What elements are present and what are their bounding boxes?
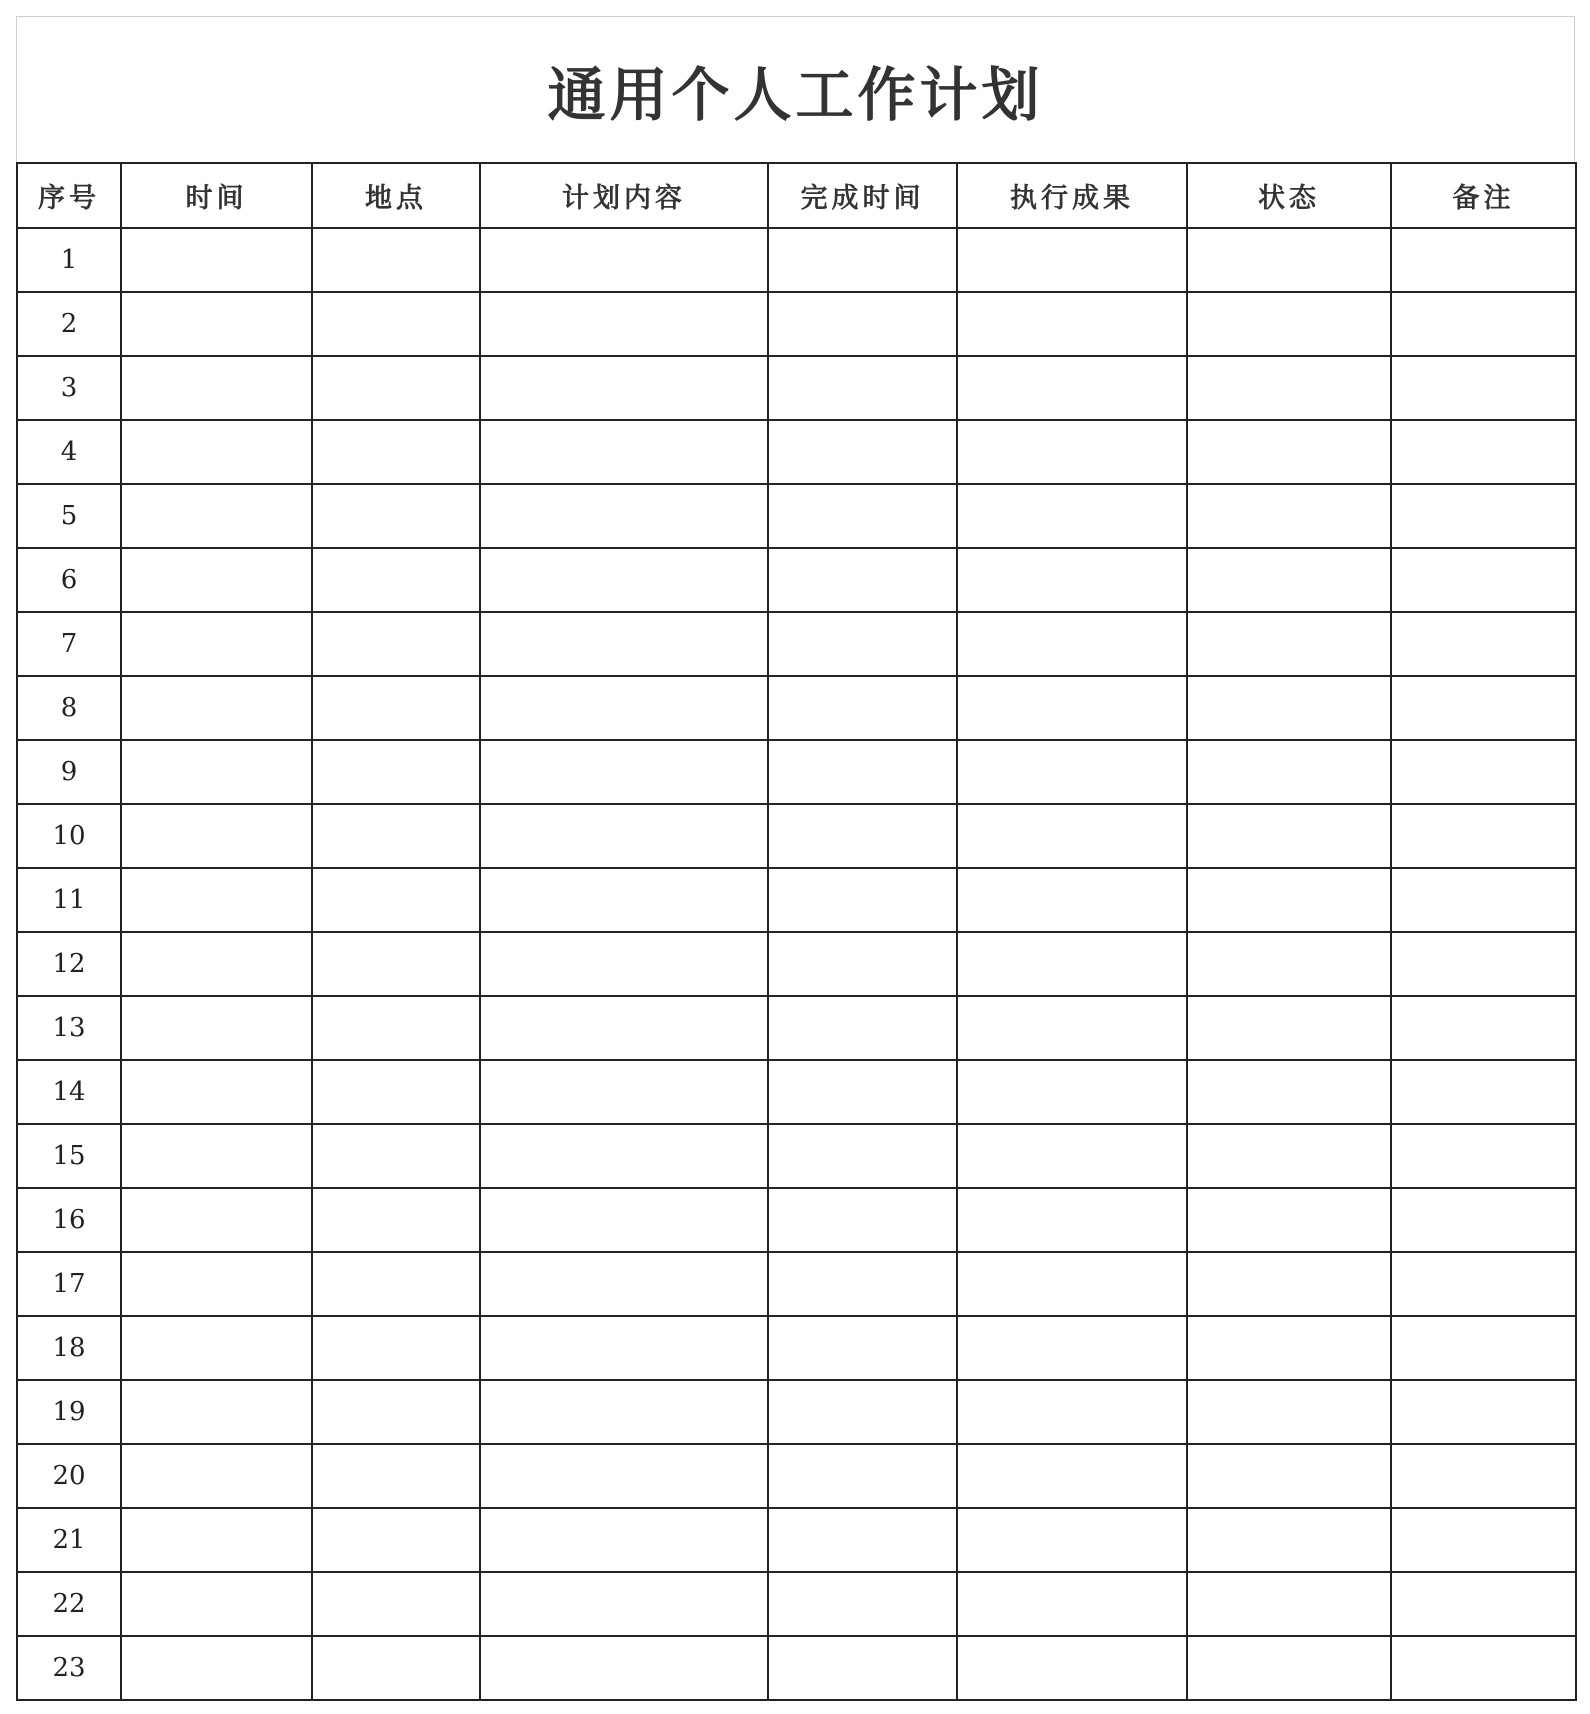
location-cell[interactable] <box>312 420 480 484</box>
seq-cell: 20 <box>17 1444 121 1508</box>
seq-cell: 12 <box>17 932 121 996</box>
status-cell[interactable] <box>1187 804 1391 868</box>
seq-cell: 16 <box>17 1188 121 1252</box>
result-cell[interactable] <box>957 1572 1187 1636</box>
status-cell[interactable] <box>1187 1444 1391 1508</box>
location-cell[interactable] <box>312 996 480 1060</box>
finish-time-cell[interactable] <box>768 804 957 868</box>
col-location-header: 地点 <box>312 163 480 228</box>
time-cell[interactable] <box>121 804 312 868</box>
status-cell[interactable] <box>1187 932 1391 996</box>
table-row <box>17 932 1576 996</box>
result-cell[interactable] <box>957 548 1187 612</box>
seq-cell: 6 <box>17 548 121 612</box>
status-cell[interactable] <box>1187 1060 1391 1124</box>
col-status-header: 状态 <box>1187 163 1391 228</box>
seq-cell: 21 <box>17 1508 121 1572</box>
result-cell[interactable] <box>957 1444 1187 1508</box>
location-cell[interactable] <box>312 612 480 676</box>
remark-cell[interactable] <box>1391 1380 1576 1444</box>
time-cell[interactable] <box>121 1060 312 1124</box>
content-cell[interactable] <box>480 1252 768 1316</box>
content-cell[interactable] <box>480 548 768 612</box>
table-row <box>17 1316 1576 1380</box>
result-cell[interactable] <box>957 1124 1187 1188</box>
finish-time-cell[interactable] <box>768 868 957 932</box>
content-cell[interactable] <box>480 1508 768 1572</box>
col-result-header: 执行成果 <box>957 163 1187 228</box>
time-cell[interactable] <box>121 676 312 740</box>
remark-cell[interactable] <box>1391 1572 1576 1636</box>
seq-cell: 23 <box>17 1636 121 1700</box>
finish-time-cell[interactable] <box>768 996 957 1060</box>
content-cell[interactable] <box>480 1444 768 1508</box>
result-cell[interactable] <box>957 228 1187 292</box>
finish-time-cell[interactable] <box>768 1252 957 1316</box>
time-cell[interactable] <box>121 868 312 932</box>
col-remark-header: 备注 <box>1391 163 1576 228</box>
status-cell[interactable] <box>1187 548 1391 612</box>
status-cell[interactable] <box>1187 484 1391 548</box>
content-cell[interactable] <box>480 292 768 356</box>
finish-time-cell[interactable] <box>768 612 957 676</box>
location-cell[interactable] <box>312 932 480 996</box>
seq-cell: 4 <box>17 420 121 484</box>
status-cell[interactable] <box>1187 1508 1391 1572</box>
location-cell[interactable] <box>312 676 480 740</box>
location-cell[interactable] <box>312 1060 480 1124</box>
table-row <box>17 356 1576 420</box>
table-row <box>17 1124 1576 1188</box>
page-title: 通用个人工作计划 <box>547 60 1044 129</box>
time-cell[interactable] <box>121 548 312 612</box>
seq-cell: 10 <box>17 804 121 868</box>
remark-cell[interactable] <box>1391 292 1576 356</box>
seq-cell: 2 <box>17 292 121 356</box>
status-cell[interactable] <box>1187 1252 1391 1316</box>
table-row <box>17 1380 1576 1444</box>
status-cell[interactable] <box>1187 1124 1391 1188</box>
result-cell[interactable] <box>957 1188 1187 1252</box>
seq-cell: 22 <box>17 1572 121 1636</box>
result-cell[interactable] <box>957 1060 1187 1124</box>
remark-cell[interactable] <box>1391 612 1576 676</box>
finish-time-cell[interactable] <box>768 1380 957 1444</box>
status-cell[interactable] <box>1187 1572 1391 1636</box>
remark-cell[interactable] <box>1391 676 1576 740</box>
table-body <box>17 228 1576 1700</box>
finish-time-cell[interactable] <box>768 740 957 804</box>
title-area <box>16 16 1575 162</box>
content-cell[interactable] <box>480 1060 768 1124</box>
time-cell[interactable] <box>121 1572 312 1636</box>
finish-time-cell[interactable] <box>768 420 957 484</box>
finish-time-cell[interactable] <box>768 1124 957 1188</box>
remark-cell[interactable] <box>1391 420 1576 484</box>
location-cell[interactable] <box>312 548 480 612</box>
location-cell[interactable] <box>312 1316 480 1380</box>
table-row <box>17 740 1576 804</box>
location-cell[interactable] <box>312 1572 480 1636</box>
status-cell[interactable] <box>1187 1316 1391 1380</box>
time-cell[interactable] <box>121 996 312 1060</box>
time-cell[interactable] <box>121 932 312 996</box>
result-cell[interactable] <box>957 356 1187 420</box>
time-cell[interactable] <box>121 356 312 420</box>
finish-time-cell[interactable] <box>768 932 957 996</box>
finish-time-cell[interactable] <box>768 484 957 548</box>
seq-cell: 13 <box>17 996 121 1060</box>
remark-cell[interactable] <box>1391 548 1576 612</box>
remark-cell[interactable] <box>1391 1636 1576 1700</box>
location-cell[interactable] <box>312 356 480 420</box>
finish-time-cell[interactable] <box>768 1508 957 1572</box>
content-cell[interactable] <box>480 1380 768 1444</box>
time-cell[interactable] <box>121 1508 312 1572</box>
seq-cell: 11 <box>17 868 121 932</box>
seq-cell: 14 <box>17 1060 121 1124</box>
result-cell[interactable] <box>957 420 1187 484</box>
location-cell[interactable] <box>312 292 480 356</box>
content-cell[interactable] <box>480 356 768 420</box>
content-cell[interactable] <box>480 1188 768 1252</box>
seq-cell: 3 <box>17 356 121 420</box>
location-cell[interactable] <box>312 1636 480 1700</box>
finish-time-cell[interactable] <box>768 676 957 740</box>
table-row <box>17 996 1576 1060</box>
finish-time-cell[interactable] <box>768 548 957 612</box>
col-seq-header: 序号 <box>17 163 121 228</box>
table-header-row <box>17 163 1576 228</box>
table-row <box>17 1188 1576 1252</box>
status-cell[interactable] <box>1187 420 1391 484</box>
result-cell[interactable] <box>957 484 1187 548</box>
status-cell[interactable] <box>1187 740 1391 804</box>
time-cell[interactable] <box>121 1380 312 1444</box>
result-cell[interactable] <box>957 1508 1187 1572</box>
status-cell[interactable] <box>1187 356 1391 420</box>
status-cell[interactable] <box>1187 1380 1391 1444</box>
content-cell[interactable] <box>480 1124 768 1188</box>
work-plan-table <box>16 162 1577 1701</box>
content-cell[interactable] <box>480 804 768 868</box>
table-row <box>17 292 1576 356</box>
table-row <box>17 1572 1576 1636</box>
content-cell[interactable] <box>480 420 768 484</box>
content-cell[interactable] <box>480 1572 768 1636</box>
location-cell[interactable] <box>312 1444 480 1508</box>
col-finish-time-header: 完成时间 <box>768 163 957 228</box>
remark-cell[interactable] <box>1391 804 1576 868</box>
time-cell[interactable] <box>121 484 312 548</box>
remark-cell[interactable] <box>1391 1444 1576 1508</box>
seq-cell: 7 <box>17 612 121 676</box>
remark-cell[interactable] <box>1391 356 1576 420</box>
table-row <box>17 676 1576 740</box>
result-cell[interactable] <box>957 676 1187 740</box>
result-cell[interactable] <box>957 932 1187 996</box>
table-row <box>17 1508 1576 1572</box>
status-cell[interactable] <box>1187 676 1391 740</box>
location-cell[interactable] <box>312 1188 480 1252</box>
remark-cell[interactable] <box>1391 740 1576 804</box>
remark-cell[interactable] <box>1391 868 1576 932</box>
status-cell[interactable] <box>1187 996 1391 1060</box>
seq-cell: 17 <box>17 1252 121 1316</box>
content-cell[interactable] <box>480 932 768 996</box>
col-time-header: 时间 <box>121 163 312 228</box>
remark-cell[interactable] <box>1391 1124 1576 1188</box>
table-row <box>17 612 1576 676</box>
remark-cell[interactable] <box>1391 1060 1576 1124</box>
content-cell[interactable] <box>480 612 768 676</box>
finish-time-cell[interactable] <box>768 1316 957 1380</box>
table-row <box>17 868 1576 932</box>
seq-cell: 9 <box>17 740 121 804</box>
seq-cell: 18 <box>17 1316 121 1380</box>
table-row <box>17 228 1576 292</box>
finish-time-cell[interactable] <box>768 292 957 356</box>
table-row <box>17 1636 1576 1700</box>
remark-cell[interactable] <box>1391 484 1576 548</box>
result-cell[interactable] <box>957 612 1187 676</box>
result-cell[interactable] <box>957 1380 1187 1444</box>
time-cell[interactable] <box>121 420 312 484</box>
location-cell[interactable] <box>312 484 480 548</box>
finish-time-cell[interactable] <box>768 1060 957 1124</box>
remark-cell[interactable] <box>1391 1252 1576 1316</box>
seq-cell: 19 <box>17 1380 121 1444</box>
time-cell[interactable] <box>121 1124 312 1188</box>
finish-time-cell[interactable] <box>768 356 957 420</box>
table-row <box>17 548 1576 612</box>
finish-time-cell[interactable] <box>768 1636 957 1700</box>
time-cell[interactable] <box>121 1252 312 1316</box>
location-cell[interactable] <box>312 228 480 292</box>
status-cell[interactable] <box>1187 228 1391 292</box>
location-cell[interactable] <box>312 1508 480 1572</box>
table-row <box>17 804 1576 868</box>
result-cell[interactable] <box>957 292 1187 356</box>
status-cell[interactable] <box>1187 868 1391 932</box>
remark-cell[interactable] <box>1391 996 1576 1060</box>
content-cell[interactable] <box>480 996 768 1060</box>
content-cell[interactable] <box>480 1316 768 1380</box>
finish-time-cell[interactable] <box>768 1188 957 1252</box>
remark-cell[interactable] <box>1391 932 1576 996</box>
result-cell[interactable] <box>957 740 1187 804</box>
status-cell[interactable] <box>1187 1188 1391 1252</box>
seq-cell: 15 <box>17 1124 121 1188</box>
seq-cell: 1 <box>17 228 121 292</box>
content-cell[interactable] <box>480 1636 768 1700</box>
table-row <box>17 1060 1576 1124</box>
finish-time-cell[interactable] <box>768 228 957 292</box>
plan-sheet <box>16 16 1575 1701</box>
time-cell[interactable] <box>121 292 312 356</box>
finish-time-cell[interactable] <box>768 1444 957 1508</box>
result-cell[interactable] <box>957 1636 1187 1700</box>
table-row <box>17 1444 1576 1508</box>
finish-time-cell[interactable] <box>768 1572 957 1636</box>
content-cell[interactable] <box>480 228 768 292</box>
remark-cell[interactable] <box>1391 1188 1576 1252</box>
location-cell[interactable] <box>312 1380 480 1444</box>
status-cell[interactable] <box>1187 1636 1391 1700</box>
col-content-header: 计划内容 <box>480 163 768 228</box>
remark-cell[interactable] <box>1391 228 1576 292</box>
content-cell[interactable] <box>480 484 768 548</box>
time-cell[interactable] <box>121 1316 312 1380</box>
table-row <box>17 420 1576 484</box>
seq-cell: 8 <box>17 676 121 740</box>
location-cell[interactable] <box>312 1124 480 1188</box>
time-cell[interactable] <box>121 1188 312 1252</box>
result-cell[interactable] <box>957 804 1187 868</box>
result-cell[interactable] <box>957 1252 1187 1316</box>
remark-cell[interactable] <box>1391 1316 1576 1380</box>
location-cell[interactable] <box>312 868 480 932</box>
result-cell[interactable] <box>957 996 1187 1060</box>
time-cell[interactable] <box>121 1444 312 1508</box>
location-cell[interactable] <box>312 1252 480 1316</box>
content-cell[interactable] <box>480 676 768 740</box>
time-cell[interactable] <box>121 612 312 676</box>
seq-cell: 5 <box>17 484 121 548</box>
table-row <box>17 484 1576 548</box>
time-cell[interactable] <box>121 740 312 804</box>
time-cell[interactable] <box>121 1636 312 1700</box>
time-cell[interactable] <box>121 228 312 292</box>
content-cell[interactable] <box>480 868 768 932</box>
status-cell[interactable] <box>1187 612 1391 676</box>
status-cell[interactable] <box>1187 292 1391 356</box>
location-cell[interactable] <box>312 804 480 868</box>
table-row <box>17 1252 1576 1316</box>
result-cell[interactable] <box>957 1316 1187 1380</box>
result-cell[interactable] <box>957 868 1187 932</box>
remark-cell[interactable] <box>1391 1508 1576 1572</box>
location-cell[interactable] <box>312 740 480 804</box>
content-cell[interactable] <box>480 740 768 804</box>
